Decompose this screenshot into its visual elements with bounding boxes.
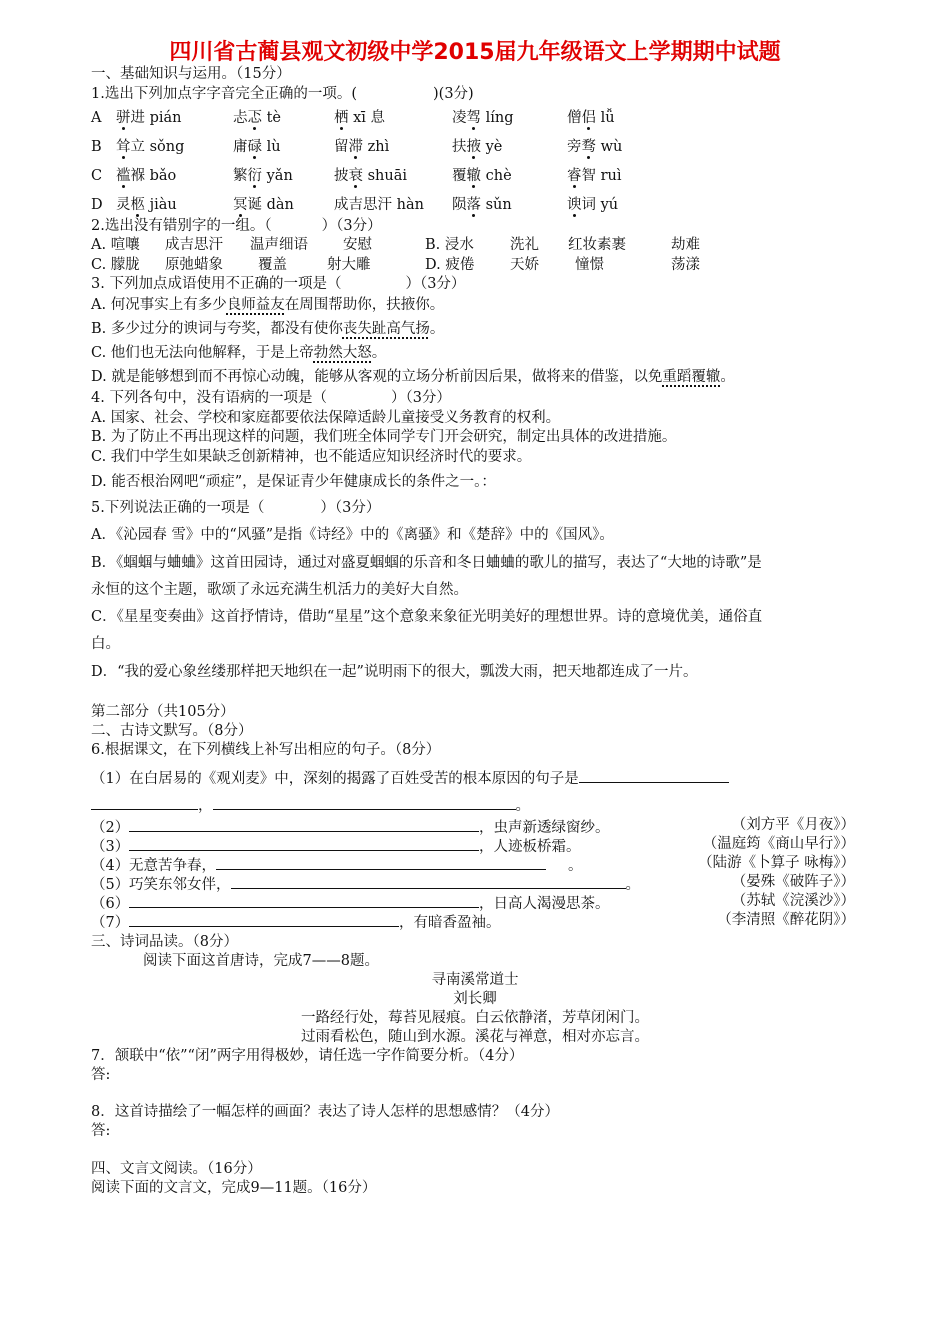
q1-option-letter: C: [91, 168, 103, 184]
poem-line-2: 过雨看松色，随山到水源。溪花与禅意，相对亦忘言。: [301, 1029, 649, 1045]
q6-1-line2: [91, 795, 530, 815]
q3-c-idiom: 勃然大怒: [313, 345, 372, 361]
q1-dotted-char: 冥: [233, 197, 248, 213]
q4-stem: [91, 390, 451, 407]
q2-d-1: D. 疲倦: [425, 257, 475, 273]
answer-blank[interactable]: [579, 768, 729, 783]
q2-stem-end: ）（3分）: [321, 218, 382, 234]
q1-option-text: 凌: [452, 110, 467, 126]
q1-dotted-char: 骈: [116, 110, 131, 126]
fill-suffix: ，日高人渴漫思茶。: [479, 896, 610, 912]
section-4-intro: 阅读下面的文言文，完成9—11题。（16分）: [91, 1180, 377, 1196]
fill-suffix: ，有暗香盈袖。: [399, 915, 501, 931]
fill-line: [91, 874, 640, 894]
q3-c-pre: C. 他们也无法向他解释，于是上帝: [91, 345, 314, 361]
q1-dotted-char: 衍: [247, 168, 262, 184]
q1-dotted-char: 柩: [130, 197, 145, 213]
section-4-heading: 四、文言文阅读。（16分）: [91, 1161, 262, 1177]
q1-option-item: [334, 168, 407, 185]
q2-c-2: 原弛蜡象: [165, 257, 223, 273]
answer-blank[interactable]: [129, 836, 479, 851]
q1-pinyin: 诞 dàn: [247, 197, 294, 213]
q1-dotted-char: 驾: [466, 110, 481, 126]
q3-d-pre: D. 就是能够想到而不再惊心动魄，能够从客观的立场分析前因后果，做将来的借鉴，以免: [91, 369, 663, 385]
section-1-heading: 一、基础知识与运用。（15分）: [91, 66, 291, 82]
q8-answer-label: 答:: [91, 1123, 111, 1139]
q2-c-1: C. 朦胧: [91, 257, 140, 273]
page-title: 四川省古蔺县观文初级中学2015届九年级语文上学期期中试题: [169, 40, 781, 65]
q3-option-c: [91, 345, 386, 362]
q2-a-1: A. 喧嚷: [91, 237, 140, 253]
fill-suffix: 。: [568, 858, 583, 874]
q3-d-post: 。: [720, 369, 735, 385]
q2-a-4: 安慰: [343, 237, 372, 253]
q1-option-item: [91, 139, 184, 156]
q1-option-item: [334, 110, 385, 127]
q5-stem-text: 5.下列说法正确的一项是（: [91, 500, 265, 516]
q3-b-idiom: 丧失趾高气扬: [342, 321, 430, 337]
answer-blank[interactable]: [213, 795, 516, 810]
q5-stem: [91, 500, 380, 517]
fill-prefix: 巧笑东邻女伴，: [129, 877, 231, 893]
q1-option-item: [334, 139, 389, 156]
q2-b-2: 洗礼: [510, 237, 539, 253]
q8-stem: 8．这首诗描绘了一幅怎样的画面？表达了诗人怎样的思想感情？（4分）: [91, 1104, 559, 1120]
fill-line: [91, 893, 610, 913]
q1-option-item: [452, 139, 502, 156]
answer-blank[interactable]: [129, 893, 479, 908]
fill-line: [91, 855, 583, 875]
q1-option-text: 旁: [567, 139, 582, 155]
q1-pinyin: sǔn: [481, 197, 512, 213]
fill-suffix: 。: [625, 877, 640, 893]
q1-pinyin: lǚ: [596, 110, 615, 126]
q1-option-text: 覆: [452, 168, 467, 184]
q6-1-text: （1）在白居易的《观刈麦》中，深刻的揭露了百姓受苦的根本原因的句子是: [91, 771, 579, 787]
q1-pinyin: líng: [481, 110, 514, 126]
answer-blank[interactable]: [129, 912, 399, 927]
q2-b-4: 劫难: [671, 237, 700, 253]
fill-suffix: ，人迹板桥霜。: [479, 839, 581, 855]
q1-dotted-char: 辙: [466, 168, 481, 184]
poem-title: 寻南溪常道士: [431, 972, 519, 988]
part2-heading: 第二部分（共105分）: [91, 704, 235, 720]
q3-option-b: [91, 321, 444, 338]
q1-dotted-char: 骛: [581, 139, 596, 155]
q1-option-item: [233, 197, 294, 214]
fill-prefix: 无意苦争春，: [129, 858, 216, 874]
answer-blank[interactable]: [129, 817, 479, 832]
fill-number: （3）: [91, 839, 130, 855]
q1-stem-end: )(3分): [433, 86, 474, 102]
q3-a-post: 在周围帮助你，扶掖你。: [284, 297, 445, 313]
q5-option-c-line1: C．《星星变奏曲》这首抒情诗，借助“星星”这个意象来象征光明美好的理想世界。诗的意境优美，通俗直: [91, 609, 763, 625]
fill-suffix: ，虫声新透绿窗纱。: [479, 820, 610, 836]
q1-option-item: [91, 197, 177, 214]
q1-option-text: 披: [334, 168, 349, 184]
q1-option-item: [91, 168, 176, 185]
q1-dotted-char: 落: [466, 197, 481, 213]
q7-answer-label: 答:: [91, 1067, 111, 1083]
q1-dotted-char: 衰: [348, 168, 363, 184]
q2-stem-text: 2.选出没有错别字的一组。（: [91, 218, 272, 234]
answer-blank[interactable]: [216, 855, 546, 870]
poem-author: 刘长卿: [453, 991, 497, 1007]
q1-option-item: [334, 197, 424, 214]
q2-b-1: B. 浸水: [425, 237, 474, 253]
q1-option-item: [567, 168, 622, 185]
q5-option-d: D．“我的爱心象丝缕那样把天地织在一起”说明雨下的很大，瓢泼大雨，把天地都连成了一片。: [91, 664, 698, 680]
section-3-heading: 三、诗词品读。（8分）: [91, 934, 238, 950]
q1-pinyin: chè: [481, 168, 512, 184]
q3-a-idiom: 良师益友: [226, 297, 285, 313]
q5-option-b-line2: 永恒的这个主题，歌颂了永远充满生机活力的美好大自然。: [91, 582, 468, 598]
q4-stem-end: ）（3分）: [390, 390, 451, 406]
q1-pinyin: yǎn: [262, 168, 293, 184]
q1-option-text: 成吉思汗 hàn: [334, 197, 424, 213]
fill-source: （陆游《卜算子 咏梅》）: [698, 855, 855, 871]
q5-option-b-line1: B．《蝈蝈与蛐蛐》这首田园诗，通过对盛夏蝈蝈的乐音和冬日蛐蛐的歌儿的描写，表达了“大地的诗歌”是: [91, 555, 762, 571]
fill-number: （4）: [91, 858, 130, 874]
q1-option-text: 庸: [233, 139, 248, 155]
q1-option-text: 灵: [116, 197, 131, 213]
q6-1-line1: [91, 768, 729, 788]
q1-pinyin: lù: [262, 139, 281, 155]
q3-option-a: [91, 297, 444, 314]
q2-c-3: 覆盖: [258, 257, 287, 273]
q1-option-item: [567, 197, 618, 214]
fill-number: （7）: [91, 915, 130, 931]
q1-pinyin: 进 pián: [130, 110, 182, 126]
q2-d-4: 荡漾: [671, 257, 700, 273]
q4-option-a: A. 国家、社会、学校和家庭都要依法保障适龄儿童接受义务教育的权利。: [91, 410, 561, 426]
q1-option-text: 扶: [452, 139, 467, 155]
q1-stem-text: 1.选出下列加点字字音完全正确的一项。(: [91, 86, 357, 102]
answer-blank[interactable]: [91, 795, 198, 810]
q1-option-item: [91, 110, 182, 127]
fill-number: （5）: [91, 877, 130, 893]
q1-option-letter: B: [91, 139, 102, 155]
q1-option-item: [452, 168, 512, 185]
q4-option-b: B. 为了防止不再出现这样的问题，我们班全体同学专门开会研究，制定出具体的改进措施。: [91, 429, 677, 445]
q4-option-c: C. 我们中学生如果缺乏创新精神，也不能适应知识经济时代的要求。: [91, 449, 532, 465]
section-2-heading: 二、古诗文默写。（8分）: [91, 723, 253, 739]
poem-line-1: 一路经行处，莓苔见屐痕。白云依静渚，芳草闭闲门。: [301, 1010, 649, 1026]
q6-1-comma: ，: [198, 798, 213, 814]
q2-option-a: [91, 237, 140, 254]
q2-b-3: 红妆素裹: [568, 237, 626, 253]
q1-option-item: [233, 110, 281, 127]
q1-dotted-char: 耸: [116, 139, 131, 155]
fill-line: [91, 836, 581, 856]
q4-option-d: D. 能否根治网吧“顽症”，是保证青少年健康成长的条件之一。：: [91, 474, 496, 490]
q1-option-letter: D: [91, 197, 103, 213]
fill-source: （刘方平《月夜》）: [731, 817, 855, 833]
q1-option-item: [452, 110, 514, 127]
q3-b-pre: B. 多少过分的谀词与夸奖，都没有使你: [91, 321, 343, 337]
q1-dotted-char: 掖: [466, 139, 481, 155]
section-3-intro: 阅读下面这首唐诗，完成7——8题。: [143, 953, 379, 969]
fill-source: （李清照《醉花阴》）: [717, 912, 855, 928]
q1-option-item: [567, 139, 622, 156]
q2-c-4: 射大雕: [327, 257, 371, 273]
q1-stem: [91, 86, 474, 103]
fill-source: （晏殊《破阵子》）: [731, 874, 855, 890]
q5-option-c-line2: 白。: [91, 636, 120, 652]
q1-option-text: 繁: [233, 168, 248, 184]
q1-pinyin: 智 ruì: [581, 168, 622, 184]
q1-option-text: 忐: [233, 110, 248, 126]
q3-stem-end: ）（3分）: [405, 276, 466, 292]
q3-a-pre: A. 何况事实上有多少: [91, 297, 227, 313]
q1-pinyin: tè: [262, 110, 282, 126]
q4-stem-text: 4. 下列各句中，没有语病的一项是（: [91, 390, 327, 406]
q2-a-3: 温声细语: [250, 237, 308, 253]
q6-stem: 6.根据课文，在下列横线上补写出相应的句子。（8分）: [91, 742, 441, 758]
q1-pinyin: xī 息: [348, 110, 386, 126]
q2-d-3: 憧憬: [575, 257, 604, 273]
answer-blank[interactable]: [231, 874, 626, 889]
q1-pinyin: yè: [481, 139, 503, 155]
q6-1-period: 。: [515, 798, 530, 814]
q2-d-2: 天娇: [510, 257, 539, 273]
q1-pinyin: zhì: [363, 139, 390, 155]
q3-stem-text: 3. 下列加点成语使用不正确的一项是（: [91, 276, 342, 292]
q1-pinyin: 褓 bǎo: [130, 168, 177, 184]
q1-dotted-char: 睿: [567, 168, 582, 184]
q1-dotted-char: 谀: [567, 197, 582, 213]
q1-option-text: 留: [334, 139, 349, 155]
q1-dotted-char: 忑: [247, 110, 262, 126]
q1-dotted-char: 褴: [116, 168, 131, 184]
q5-option-a: A．《沁园春 雪》中的“风骚”是指《诗经》中的《离骚》和《楚辞》中的《国风》。: [91, 527, 614, 543]
fill-number: （2）: [91, 820, 130, 836]
q1-pinyin: wù: [596, 139, 623, 155]
q1-option-text: 僧: [567, 110, 582, 126]
q1-option-item: [233, 168, 293, 185]
fill-source: （苏轼《浣溪沙》）: [731, 893, 855, 909]
q1-pinyin: jiàu: [145, 197, 177, 213]
q1-option-item: [567, 110, 615, 127]
q1-dotted-char: 碌: [247, 139, 262, 155]
q1-option-letter: A: [91, 110, 102, 126]
q2-a-2: 成吉思汗: [165, 237, 223, 253]
q7-stem: 7．颔联中“依”“闭”两字用得极妙，请任选一字作简要分析。（4分）: [91, 1048, 524, 1064]
q1-pinyin: shuāi: [363, 168, 408, 184]
q1-dotted-char: 栖: [334, 110, 349, 126]
q5-stem-end: ）（3分）: [320, 500, 381, 516]
fill-line: [91, 912, 501, 932]
q3-d-idiom: 重蹈覆辙: [662, 369, 721, 385]
q1-pinyin: 立 sǒng: [130, 139, 185, 155]
q1-pinyin: 词 yú: [581, 197, 619, 213]
q1-dotted-char: 滞: [348, 139, 363, 155]
q1-option-item: [233, 139, 281, 156]
fill-source: （温庭筠《商山早行》）: [702, 836, 855, 852]
q3-option-d: [91, 369, 735, 386]
q1-option-text: 陨: [452, 197, 467, 213]
q3-b-post: 。: [429, 321, 445, 337]
q1-dotted-char: 侣: [581, 110, 596, 126]
fill-number: （6）: [91, 896, 130, 912]
fill-line: [91, 817, 610, 837]
q1-option-item: [452, 197, 512, 214]
q3-stem: [91, 276, 465, 293]
q2-stem: [91, 218, 382, 235]
q3-c-post: 。: [371, 345, 387, 361]
